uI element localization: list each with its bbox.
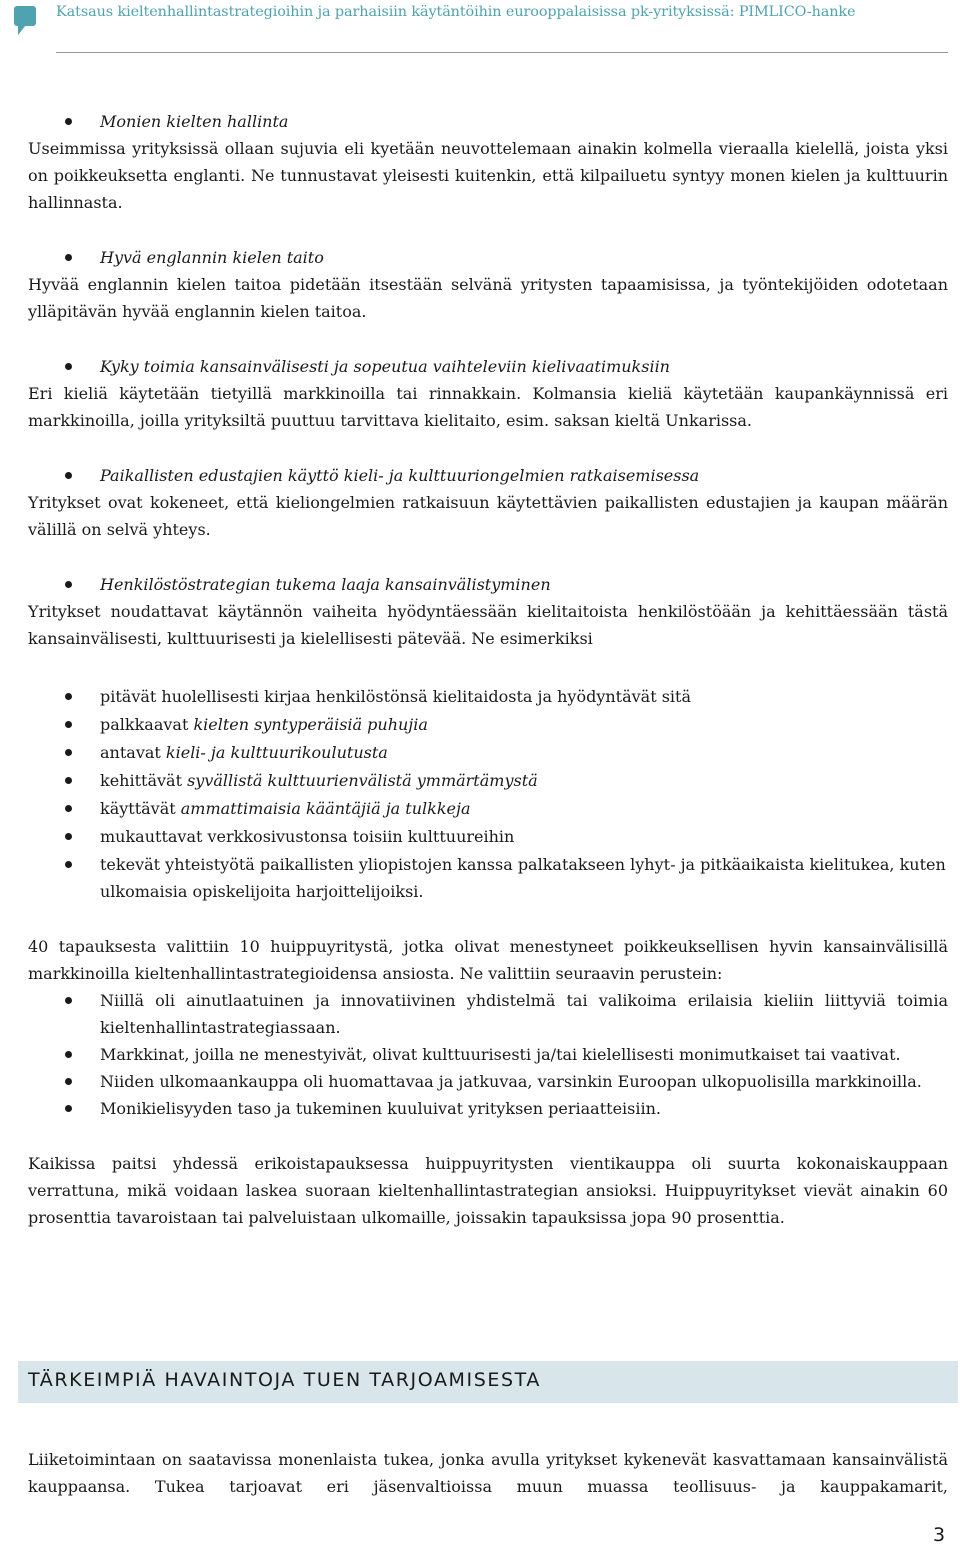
page-header: [0, 0, 960, 56]
section-hr-strategy: [28, 571, 948, 652]
section-heading: Henkilöstöstrategian tukema laaja kansainvälistyminen: [28, 571, 948, 598]
practices-list: [28, 683, 948, 905]
list-item: Markkinat, joilla ne menestyivät, olivat kulttuurisesti ja/tai kielellisesti monimutkaiset tai vaativat.: [28, 1041, 948, 1068]
speech-bubble-icon: [14, 6, 36, 36]
section-multilingual: [28, 108, 948, 216]
header-title: Katsaus kieltenhallintastrategioihin ja parhaisiin käytäntöihin eurooppalaisissa pk-yrityksissä: PIMLICO-hanke: [56, 4, 856, 20]
section-body: Hyvää englannin kielen taitoa pidetään itsestään selvänä yritysten tapaamisissa, ja työntekijöiden odotetaan ylläpitävän hyvää englannin kielen taitoa.: [28, 275, 948, 321]
main-content: [28, 108, 948, 1231]
header-divider: [56, 52, 948, 53]
section-english-skills: [28, 244, 948, 325]
section-heading: Kyky toimia kansainvälisesti ja sopeutua vaihteleviin kielivaatimuksiin: [28, 353, 948, 380]
section-heading: Hyvä englannin kielen taito: [28, 244, 948, 271]
criteria-list: [28, 987, 948, 1122]
section-body: Yritykset ovat kokeneet, että kieliongelmien ratkaisuun käytettävien paikallisten edustajien ja kaupan määrän välillä on selvä yhteys.: [28, 493, 948, 539]
section-heading: Paikallisten edustajien käyttö kieli- ja kulttuuriongelmien ratkaisemisessa: [28, 462, 948, 489]
list-item: Niiden ulkomaankauppa oli huomattavaa ja jatkuvaa, varsinkin Euroopan ulkopuolisilla markkinoilla.: [28, 1068, 948, 1095]
page-number: 3: [933, 1524, 946, 1546]
banner-heading: TÄRKEIMPIÄ HAVAINTOJA TUEN TARJOAMISESTA: [28, 1369, 541, 1391]
section-banner: [18, 1361, 958, 1403]
support-content: [28, 1430, 948, 1516]
list-item: palkkaavat kielten syntyperäisiä puhujia: [28, 711, 948, 738]
section-body: Eri kieliä käytetään tietyillä markkinoilla tai rinnakkain. Kolmansia kieliä käytetään kaupankäynnissä eri markkinoilla, joilla yrityksiltä puuttuu tarvittava kielitaito, esim. saksan kieltä Unkarissa.: [28, 384, 948, 430]
section-heading: Monien kielten hallinta: [28, 108, 948, 135]
list-item: kehittävät syvällistä kulttuurienvälistä ymmärtämystä: [28, 767, 948, 794]
section-body: Useimmissa yrityksissä ollaan sujuvia eli kyetään neuvottelemaan ainakin kolmella vieraalla kielellä, joista yksi on poikkeuksetta englanti. Ne tunnustavat yleisesti kuitenkin, että kilpailuetu syntyy monen kielen ja kulttuurin hallinnasta.: [28, 139, 948, 212]
list-item: käyttävät ammattimaisia kääntäjiä ja tulkkeja: [28, 795, 948, 822]
selection-intro: 40 tapauksesta valittiin 10 huippuyritystä, jotka olivat menestyneet poikkeuksellisen hyvin kansainvälisillä markkinoilla kieltenhallintastrategioidensa ansiosta. Ne valittiin seuraavin perustein:: [28, 937, 948, 983]
section-local-agents: [28, 462, 948, 543]
list-item: pitävät huolellisesti kirjaa henkilöstönsä kielitaidosta ja hyödyntävät sitä: [28, 683, 948, 710]
section-international-adaptation: [28, 353, 948, 434]
list-item: Monikielisyyden taso ja tukeminen kuuluivat yrityksen periaatteisiin.: [28, 1095, 948, 1122]
list-item: antavat kieli- ja kulttuurikoulutusta: [28, 739, 948, 766]
list-item: tekevät yhteistyötä paikallisten yliopistojen kanssa palkatakseen lyhyt- ja pitkäaikaista kielitukea, kuten ulkomaisia opiskelijoita harjoittelijoiksi.: [28, 851, 948, 905]
list-item: mukauttavat verkkosivustonsa toisiin kulttuureihin: [28, 823, 948, 850]
support-paragraph: Liiketoimintaan on saatavissa monenlaista tukea, jonka avulla yritykset kykenevät kasvattamaan kansainvälistä kauppaansa. Tukea tarjoavat eri jäsenvaltioissa muun muassa teollisuus- ja kauppakamarit,: [28, 1450, 948, 1496]
summary-paragraph: Kaikissa paitsi yhdessä erikoistapauksessa huippuyritysten vientikauppa oli suurta kokonaiskauppaan verrattuna, mikä voidaan laskea suoraan kieltenhallintastrategian ansioksi. Huippuyritykset vievät ainakin 60 prosenttia tavaroistaan tai palveluistaan ulkomaille, joissakin tapauksissa jopa 90 prosenttia.: [28, 1154, 948, 1227]
list-item: Niillä oli ainutlaatuinen ja innovatiivinen yhdistelmä tai valikoima erilaisia kieliin liittyviä toimia kieltenhallintastrategiassaan.: [28, 987, 948, 1041]
section-body: Yritykset noudattavat käytännön vaiheita hyödyntäessään kielitaitoista henkilöstöään ja kehittäessään tästä kansainvälisesti, kulttuurisesti ja kielellisesti pätevää. Ne esimerkiksi: [28, 602, 948, 648]
